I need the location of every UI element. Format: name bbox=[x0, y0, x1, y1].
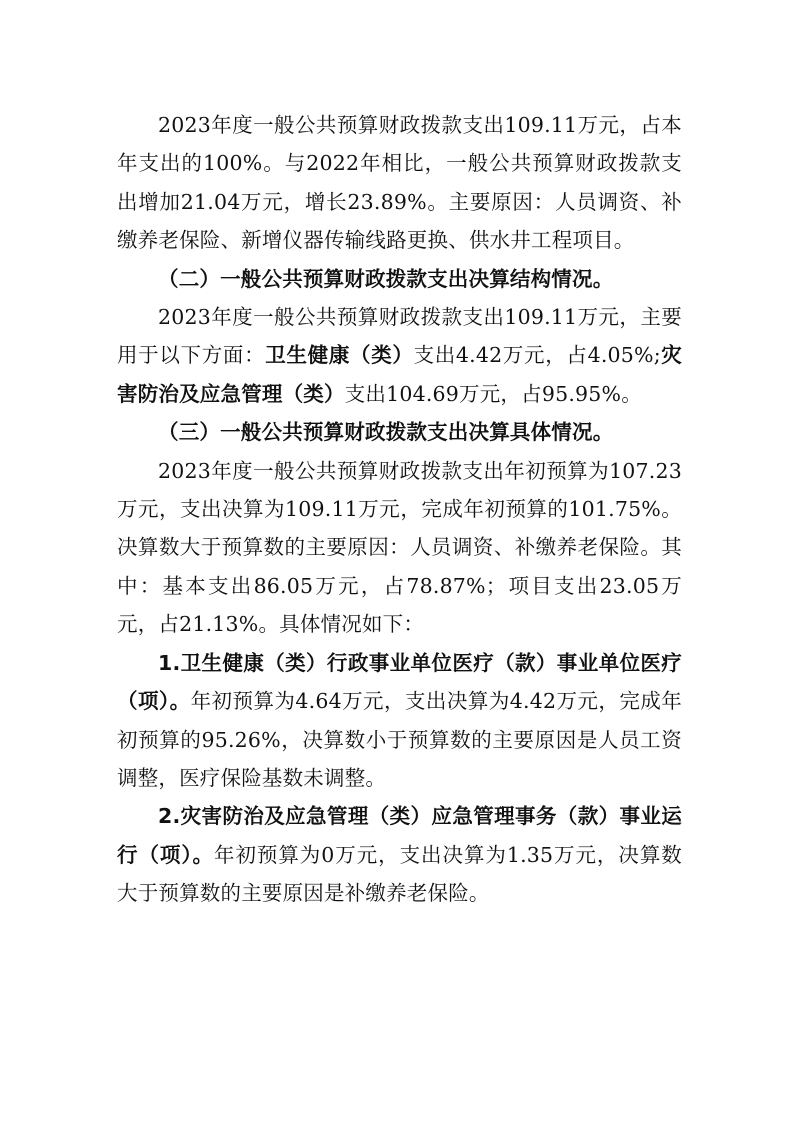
item-emergency-title: 2.灾害防治及应急管理（类）应急管理事务（款）事业运行（项）。 bbox=[117, 804, 682, 867]
category-health: 卫生健康（类） bbox=[265, 343, 414, 368]
structure-health-amount: 支出4.42万元，占4.05%; bbox=[413, 343, 661, 368]
category-disaster: 灾害防治及应急管理（类） bbox=[117, 343, 683, 406]
structure-intro: 2023年度一般公共预算财政拨款支出109.11万元，主要用于以下方面： bbox=[117, 305, 682, 368]
heading-details: （三）一般公共预算财政拨款支出决算具体情况。 bbox=[158, 420, 614, 445]
structure-disaster-amount: 支出104.69万元，占95.95%。 bbox=[344, 381, 642, 406]
item-emergency-operation bbox=[117, 797, 682, 912]
paragraph-structure bbox=[117, 298, 682, 413]
heading-structure: （二）一般公共预算财政拨款支出决算结构情况。 bbox=[158, 266, 614, 291]
paragraph-expenditure-summary: 2023年度一般公共预算财政拨款支出109.11万元，占本年支出的100%。与2022年相比，一般公共预算财政拨款支出增加21.04万元，增长23.89%。主要原因：人员调资、补缴养老保险、新增仪器传输线路更换、供水井工程项目。 bbox=[117, 113, 682, 253]
document-body bbox=[117, 106, 682, 913]
item-emergency-text: 年初预算为0万元，支出决算为1.35万元，决算数大于预算数的主要原因是补缴养老保险。 bbox=[117, 842, 682, 906]
item-health-medical bbox=[117, 644, 682, 798]
item-health-text: 年初预算为4.64万元，支出决算为4.42万元，完成年初预算的95.26%，决算数小于预算数的主要原因是人员工资调整，医疗保险基数未调整。 bbox=[117, 689, 682, 790]
paragraph-details: 2023年度一般公共预算财政拨款支出年初预算为107.23万元，支出决算为109.11万元，完成年初预算的101.75%。决算数大于预算数的主要原因：人员调资、补缴养老保险。其中：基本支出86.05万元，占78.87%；项目支出23.05万元，占21.13%。具体情况如下： bbox=[117, 458, 682, 637]
item-health-title: 1.卫生健康（类）行政事业单位医疗（款）事业单位医疗（项）。 bbox=[117, 650, 682, 714]
